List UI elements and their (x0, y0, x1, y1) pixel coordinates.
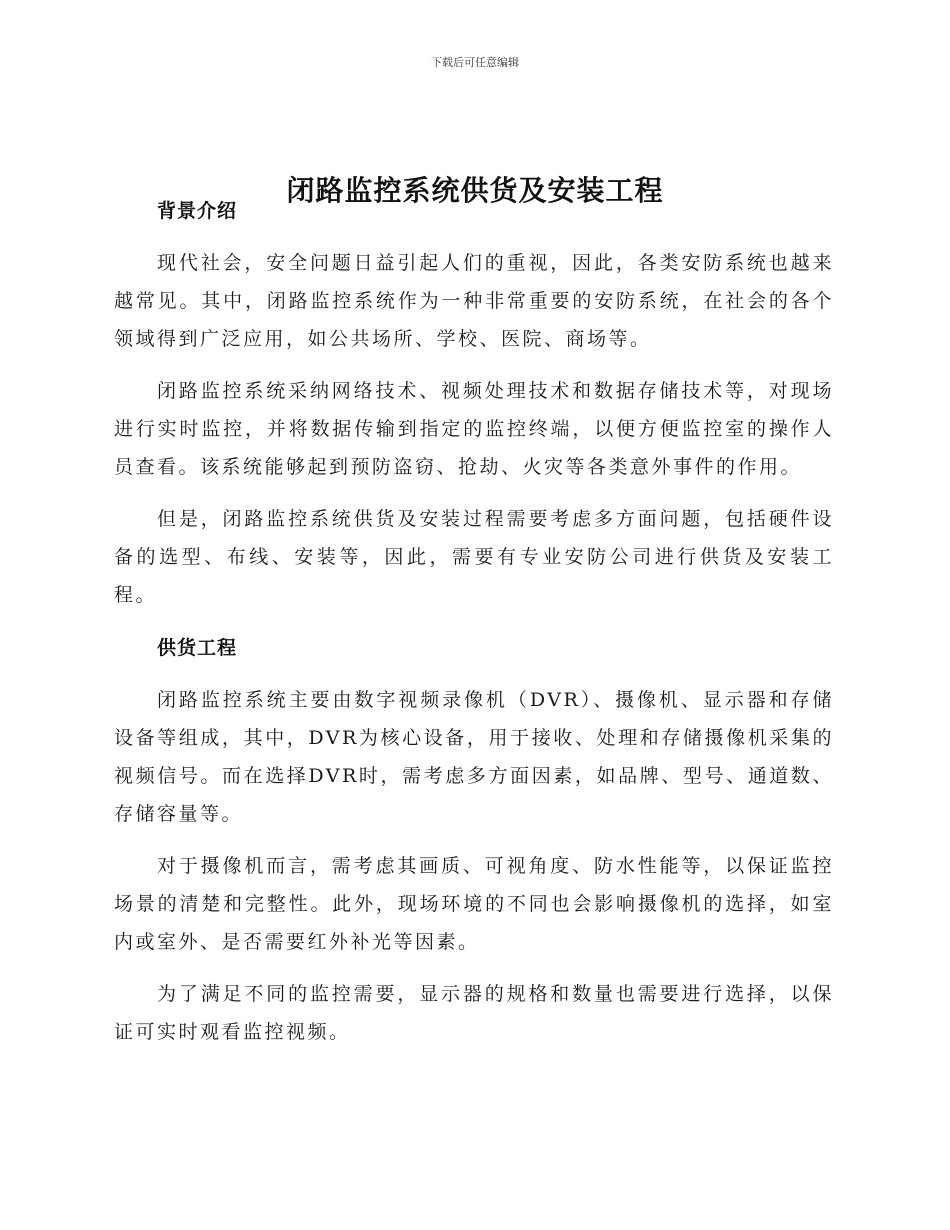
paragraph: 闭路监控系统采纳网络技术、视频处理技术和数据存储技术等，对现场进行实时监控，并将数据传输到指定的监控终端，以便方便监控室的操作人员查看。该系统能够起到预防盗窃、抢劫、火灾等各类意外事件的作用。 (114, 380, 834, 478)
section-heading-background: 背景介绍 (157, 200, 238, 222)
paragraph: 对于摄像机而言，需考虑其画质、可视角度、防水性能等，以保证监控场景的清楚和完整性。此外，现场环境的不同也会影响摄像机的选择，如室内或室外、是否需要红外补光等因素。 (114, 855, 834, 953)
paragraph: 闭路监控系统主要由数字视频录像机（DVR）、摄像机、显示器和存储设备等组成，其中，DVR为核心设备，用于接收、处理和存储摄像机采集的视频信号。而在选择DVR时，需考虑多方面因素，如品牌、型号、通道数、存储容量等。 (114, 689, 834, 825)
paragraph: 为了满足不同的监控需要，显示器的规格和数量也需要进行选择，以保证可实时观看监控视频。 (114, 983, 834, 1043)
section-heading-supply: 供货工程 (157, 637, 238, 659)
paragraph: 但是，闭路监控系统供货及安装过程需要考虑多方面问题，包括硬件设备的选型、布线、安装等，因此，需要有专业安防公司进行供货及安装工程。 (114, 508, 834, 606)
header-note: 下载后可任意编辑 (431, 56, 519, 69)
paragraph: 现代社会，安全问题日益引起人们的重视，因此，各类安防系统也越来越常见。其中，闭路监控系统作为一种非常重要的安防系统，在社会的各个领域得到广泛应用，如公共场所、学校、医院、商场等。 (114, 252, 834, 350)
document-title: 闭路监控系统供货及安装工程 (286, 173, 664, 207)
document-body (114, 193, 834, 1051)
